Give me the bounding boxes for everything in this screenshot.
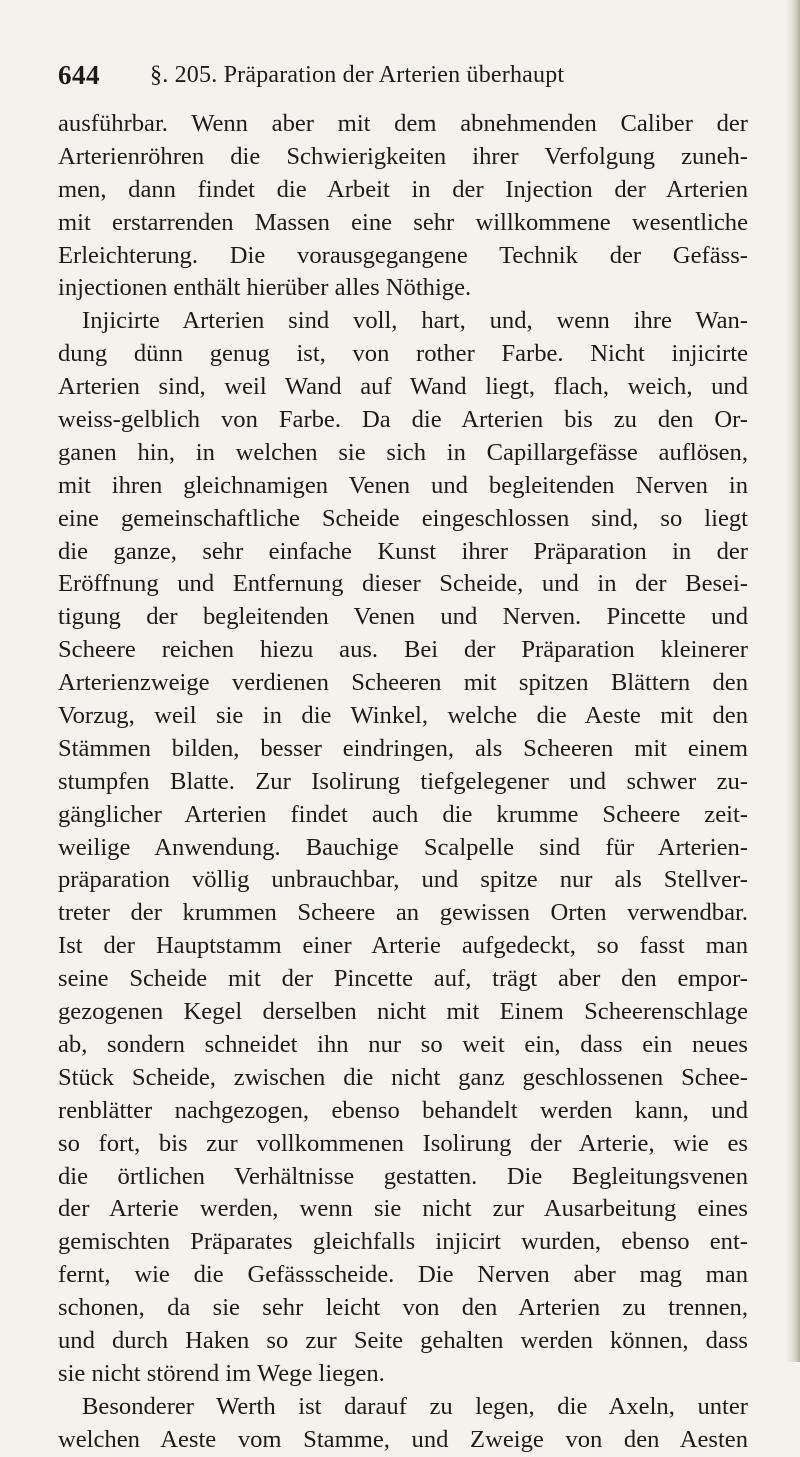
text-line: die örtlichen Verhältnisse gestatten. Die Begleitungsvenen [58,1162,748,1190]
text-line: ausführbar. Wenn aber mit dem abnehmenden Caliber der [58,110,748,137]
text-line: weilige Anwendung. Bauchige Scalpelle sind für Arterien- [58,833,748,861]
running-head: §. 205. Präparation der Arterien überhaupt [150,62,565,88]
text-line: stumpfen Blatte. Zur Isolirung tiefgelegener und schwer zu- [58,767,748,795]
text-line: Eröffnung und Entfernung dieser Scheide, und in der Besei- [58,570,748,598]
text-line: gänglicher Arterien findet auch die krumme Scheere zeit- [58,800,748,828]
text-line: Arterienzweige verdienen Scheeren mit spitzen Blättern den [58,669,748,697]
text-line: treter der krummen Scheere an gewissen Orten verwendbar. [58,899,748,927]
text-line: Scheere reichen hiezu aus. Bei der Präparation kleinerer [58,636,748,664]
text-line: Erleichterung. Die vorausgegangene Technik der Gefäss- [58,241,748,269]
text-line: Besonderer Werth ist darauf zu legen, die Axeln, unter [82,1392,748,1420]
text-line: mit erstarrenden Massen eine sehr willkommene wesentliche [58,208,748,236]
page-header [58,60,758,100]
text-line: der Arterie werden, wenn sie nicht zur Ausarbeitung eines [58,1195,748,1223]
text-line: men, dann findet die Arbeit in der Injection der Arterien [58,175,748,203]
text-line: eine gemeinschaftliche Scheide eingeschlossen sind, so liegt [58,504,748,532]
text-line: ab, sondern schneidet ihn nur so weit ein, dass ein neues [58,1030,748,1058]
text-line: Arterien sind, weil Wand auf Wand liegt, flach, weich, und [58,373,748,401]
text-line: ganen hin, in welchen sie sich in Capillargefässe auflösen, [58,438,748,466]
text-line: gemischten Präparates gleichfalls injicirt wurden, ebenso ent- [58,1228,748,1256]
text-line: Vorzug, weil sie in die Winkel, welche die Aeste mit den [58,702,748,730]
text-line: so fort, bis zur vollkommenen Isolirung der Arterie, wie es [58,1129,748,1157]
text-line: dung dünn genug ist, von rother Farbe. Nicht injicirte [58,340,748,368]
text-line: Stämmen bilden, besser eindringen, als Scheeren mit einem [58,734,748,762]
text-line: mit ihren gleichnamigen Venen und begleitenden Nerven in [58,471,748,499]
text-line: tigung der begleitenden Venen und Nerven. Pincette und [58,603,748,631]
text-line: Injicirte Arterien sind voll, hart, und, wenn ihre Wan- [82,307,748,335]
body-text [58,108,748,1457]
text-line: schonen, da sie sehr leicht von den Arterien zu trennen, [58,1294,748,1322]
text-line: injectionen enthält hierüber alles Nöthige. [58,274,472,302]
text-line: Ist der Hauptstamm einer Arterie aufgedeckt, so fasst man [58,932,748,960]
text-line: seine Scheide mit der Pincette auf, trägt aber den empor- [58,965,748,993]
text-line: die ganze, sehr einfache Kunst ihrer Präparation in der [58,537,748,565]
text-line: renblätter nachgezogen, ebenso behandelt werden kann, und [58,1096,748,1124]
text-line: gezogenen Kegel derselben nicht mit Einem Scheerenschlage [58,998,748,1026]
text-line: Stück Scheide, zwischen die nicht ganz geschlossenen Schee- [58,1063,748,1091]
text-line: fernt, wie die Gefässscheide. Die Nerven aber mag man [58,1261,748,1289]
text-line: sie nicht störend im Wege liegen. [58,1359,385,1387]
text-line: und durch Haken so zur Seite gehalten werden können, dass [58,1326,748,1354]
page-number: 644 [58,60,100,90]
page-edge-shadow [786,0,800,1362]
text-line: weiss-gelblich von Farbe. Da die Arterien bis zu den Or- [58,406,748,434]
text-line: Arterienröhren die Schwierigkeiten ihrer Verfolgung zuneh- [58,142,748,170]
text-line: präparation völlig unbrauchbar, und spitze nur als Stellver- [58,866,748,894]
text-line: welchen Aeste vom Stamme, und Zweige von den Aesten [58,1425,748,1453]
